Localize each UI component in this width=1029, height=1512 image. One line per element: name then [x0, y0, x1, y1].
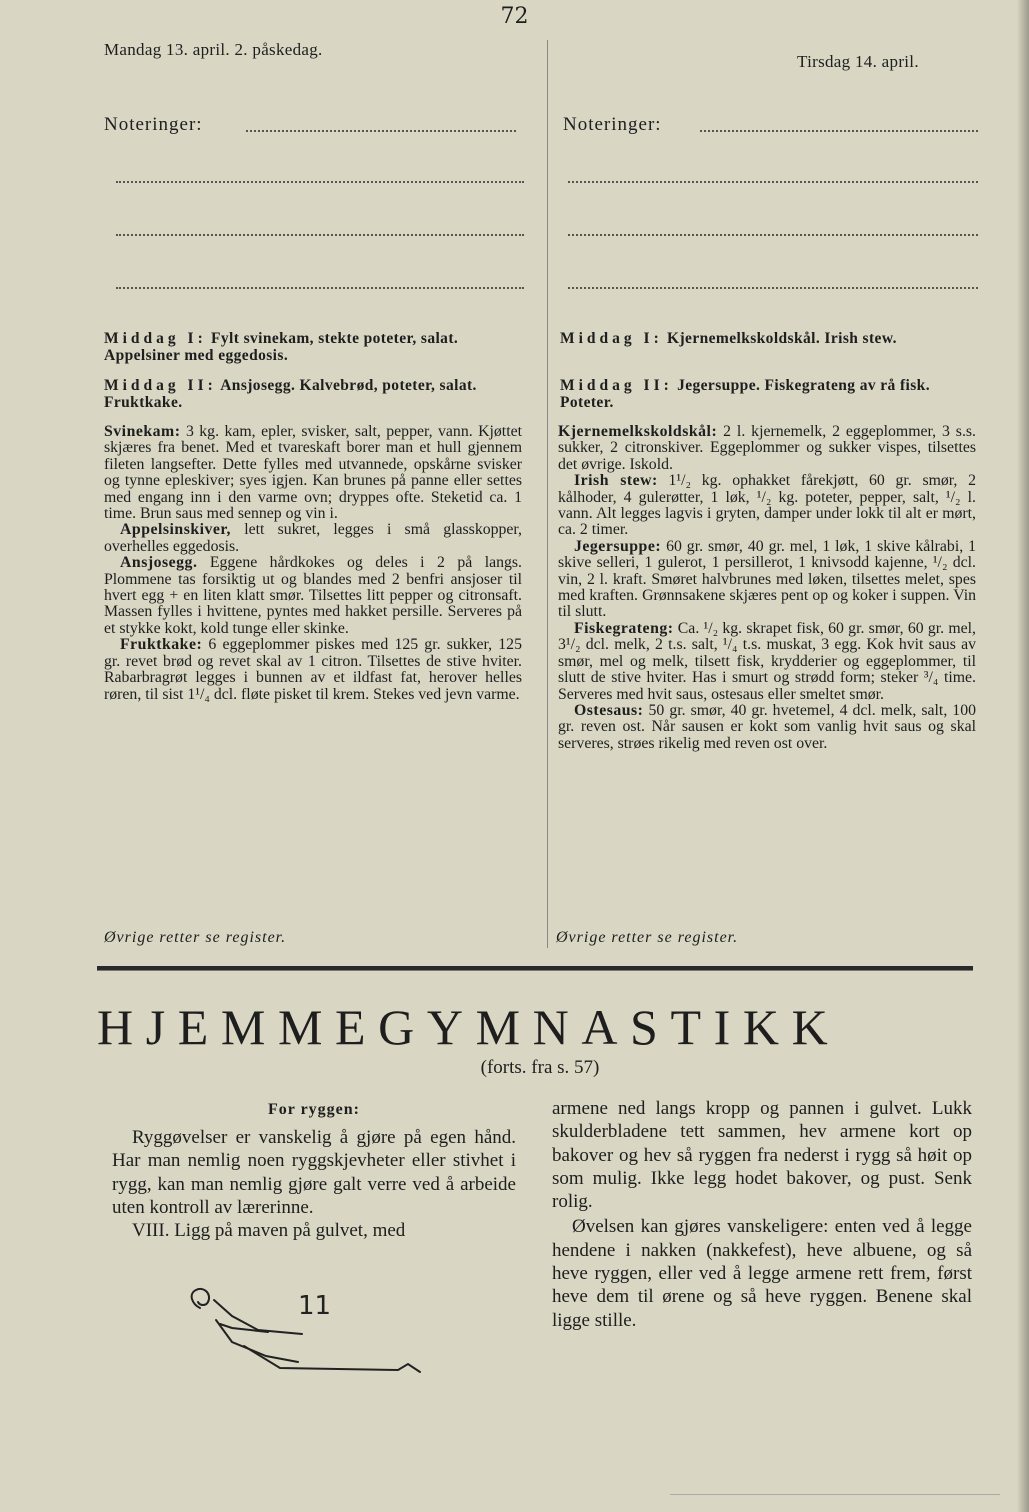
recipe — [104, 522, 522, 555]
figure-arm — [214, 1300, 302, 1334]
notes-label-tuesday: Noteringer: — [563, 114, 662, 135]
paragraph: Ryggøvelser er vanskelig å gjøre på egen hånd. Har man nemlig noen ryggskjevheter eller stivhet i rygg, kan man nemlig gjøre galt verre ved å arbeide uten kontroll av lærerinne. — [112, 1127, 516, 1218]
recipe — [558, 424, 976, 473]
recipe-title: Irish stew: — [574, 472, 658, 490]
figure-label: 11 — [298, 1291, 332, 1321]
gym-text-right — [552, 1097, 972, 1332]
recipe-title: Fiskegrateng: — [574, 619, 674, 637]
recipe — [104, 555, 522, 637]
recipe-title: Svinekam: — [104, 423, 181, 440]
notes-label-monday: Noteringer: — [104, 114, 203, 135]
page-number: 72 — [500, 4, 529, 29]
menu-text: Fylt svinekam, stekte poteter, salat. Appelsiner med eggedosis. — [104, 330, 459, 364]
recipe-title: Ostesaus: — [574, 701, 644, 719]
menu-label: Middag I: — [104, 330, 207, 347]
recipe — [558, 473, 976, 539]
recipe-text: 6 eggeplommer piskes med 125 gr. sukker, 125 gr. revet brød og revet skal av 1 citron. Tilsettes de stive hviter. Rabarbragrøt legges i bunnen av et ildfast fat, herover helles røren, til sist 1¹/₄ dcl. fløte pisket til krem. Stekes ved jevn varme. — [104, 636, 522, 703]
recipes-monday — [104, 424, 522, 703]
day-heading-tuesday: Tirsdag 14. april. — [797, 52, 919, 71]
recipe-text: Eggene hårdkokes og deles i 2 på langs. Plommene tas forsiktig ut og blandes med 2 benfri ansjoser til hvert egg + en liten klatt smør. Tilsettes litt pepper og citronsaft. Massen fylles i hvittene, pyntes med hakket persille. Serveres på et stykke kokt, kold tunge eller skinke. — [104, 554, 522, 637]
notes-line-monday-3[interactable] — [116, 234, 524, 236]
page-bottom-edge — [670, 1494, 1000, 1495]
notes-line-monday-4[interactable] — [116, 287, 524, 289]
recipe-title: Ansjosegg. — [120, 554, 198, 572]
gym-text-left — [112, 1126, 516, 1242]
column-divider — [547, 40, 548, 948]
section-title: HJEMMEGYMNASTIKK — [97, 999, 841, 1055]
recipe-title: Appelsinskiver, — [120, 521, 231, 539]
paragraph: VIII. Ligg på maven på gulvet, med — [132, 1220, 406, 1242]
recipe-text: 60 gr. smør, 40 gr. mel, 1 løk, 1 skive kålrabi, 1 skive selleri, 1 gulerot, 1 persillerot, 1 knivsodd kajenne, ¹/₂ dcl. vin, 2 l. kraft. Smøret halvbrunes med løken, tilsettes melet, spes med kraften. Grønnsakene skjæres pent op og koker i suppen. Vin til slutt. — [558, 537, 976, 621]
menu-text: Ansjosegg. Kalvebrød, poteter, salat. Fruktkake. — [104, 377, 477, 411]
menu-monday-1 — [104, 330, 524, 364]
notes-line-tuesday-3[interactable] — [568, 234, 978, 236]
paragraph: armene ned langs kropp og pannen i gulvet. Lukk skulderbladene tett sammen, hev armene kort op bakover og hev så ryggen fra nederst i rygg så høit op som mulig. Ikke legg hodet bakover, og pust. Senk rolig. — [552, 1098, 972, 1213]
recipe-title: Jegersuppe: — [574, 537, 662, 555]
figure-head — [192, 1289, 209, 1308]
notes-line-tuesday-2[interactable] — [568, 181, 978, 183]
subsection-heading: For ryggen: — [267, 1101, 360, 1118]
menu-label: Middag II: — [104, 377, 217, 394]
recipe-text: lett sukret, legges i små glasskopper, overhelles eggedosis. — [104, 521, 523, 555]
footer-note-monday: Øvrige retter se register. — [104, 929, 287, 946]
notes-line-tuesday-4[interactable] — [568, 287, 978, 289]
menu-label: Middag I: — [560, 330, 663, 347]
paragraph: Øvelsen kan gjøres vanskeligere: enten ved å legge hendene i nakken (nakkefest), heve albuene, og så heve ryggen, eller ved å legge armene rett frem, først heve dem til ørene og så heve ryggen. Benene skal ligge stille. — [552, 1216, 972, 1331]
figure-legs — [244, 1346, 420, 1372]
recipe — [104, 637, 522, 703]
section-subtitle: (forts. fra s. 57) — [480, 1057, 600, 1078]
recipe-title: Kjernemelkskoldskål: — [558, 423, 718, 440]
footer-note-tuesday: Øvrige retter se register. — [556, 929, 739, 946]
recipe-text: Ca. ¹/₂ kg. skrapet fisk, 60 gr. smør, 60 gr. mel, 3¹/₂ dcl. melk, 2 t.s. salt, ¹/₄ t.s. muskat, 3 egg. Kok hvit saus av smør, mel og melk, tilsett fisk, krydderier og eggeplommer, til slutt de stive hviter. Has i smurt og strødd form; steker ³/₄ time. Serveres med hvit saus, ostesaus eller smeltet smør. — [558, 619, 976, 703]
recipes-tuesday — [558, 424, 976, 752]
recipe-text: 2 l. kjernemelk, 2 eggeplommer, 3 s.s. sukker, 2 citronskiver. Eggeplommer og sukker vispes, tilsettes det øvrige. Iskold. — [558, 423, 976, 473]
notes-line-monday-1[interactable] — [246, 130, 516, 132]
menu-tuesday-2 — [560, 377, 980, 411]
recipe — [558, 539, 976, 621]
menu-text: Kjernemelkskoldskål. Irish stew. — [667, 330, 897, 347]
section-divider — [97, 966, 973, 971]
notes-line-monday-2[interactable] — [116, 181, 524, 183]
page-edge — [1017, 0, 1029, 1512]
menu-monday-2 — [104, 377, 524, 411]
notes-line-tuesday-1[interactable] — [700, 130, 978, 132]
recipe-title: Fruktkake: — [120, 636, 203, 654]
recipe — [558, 703, 976, 752]
recipe — [104, 424, 522, 522]
menu-text: Jegersuppe. Fiskegrateng av rå fisk. Poteter. — [560, 377, 930, 411]
day-heading-monday: Mandag 13. april. 2. påskedag. — [104, 40, 323, 59]
recipe-text: 50 gr. smør, 40 gr. hvetemel, 4 dcl. melk, salt, 100 gr. reven ost. Når sausen er kokt som vanlig hvit saus og skal serveres, strøes rikelig med reven ost over. — [558, 701, 977, 752]
menu-label: Middag II: — [560, 377, 673, 394]
recipe-text: 1¹/₂ kg. ophakket fårekjøtt, 60 gr. smør, 2 kålhoder, 4 gulerøtter, 1 løk, ¹/₂ kg. poteter, pepper, salt, ¹/₂ l. vann. Alt legges lagvis i gryten, damper under lokk til alt er mørt, ca. 2 timer. — [558, 472, 976, 539]
exercise-figure — [170, 1286, 440, 1386]
figure-arm — [220, 1324, 268, 1332]
recipe — [558, 621, 976, 703]
recipe-text: 3 kg. kam, epler, svisker, salt, pepper, vann. Kjøttet skjæres fra benet. Med et tvareskaft borer man et hull gjennem fileten langsefter. Dette fylles med utvannede, opskårne svisker og tynne epleskiver; syes igjen. Kan brunes på panne eller settes med engang inn i den varme ovn; dryppes ofte. Steketid ca. 1 time. Brun saus med sennep og vin i. — [104, 423, 522, 523]
menu-tuesday-1 — [560, 330, 980, 347]
